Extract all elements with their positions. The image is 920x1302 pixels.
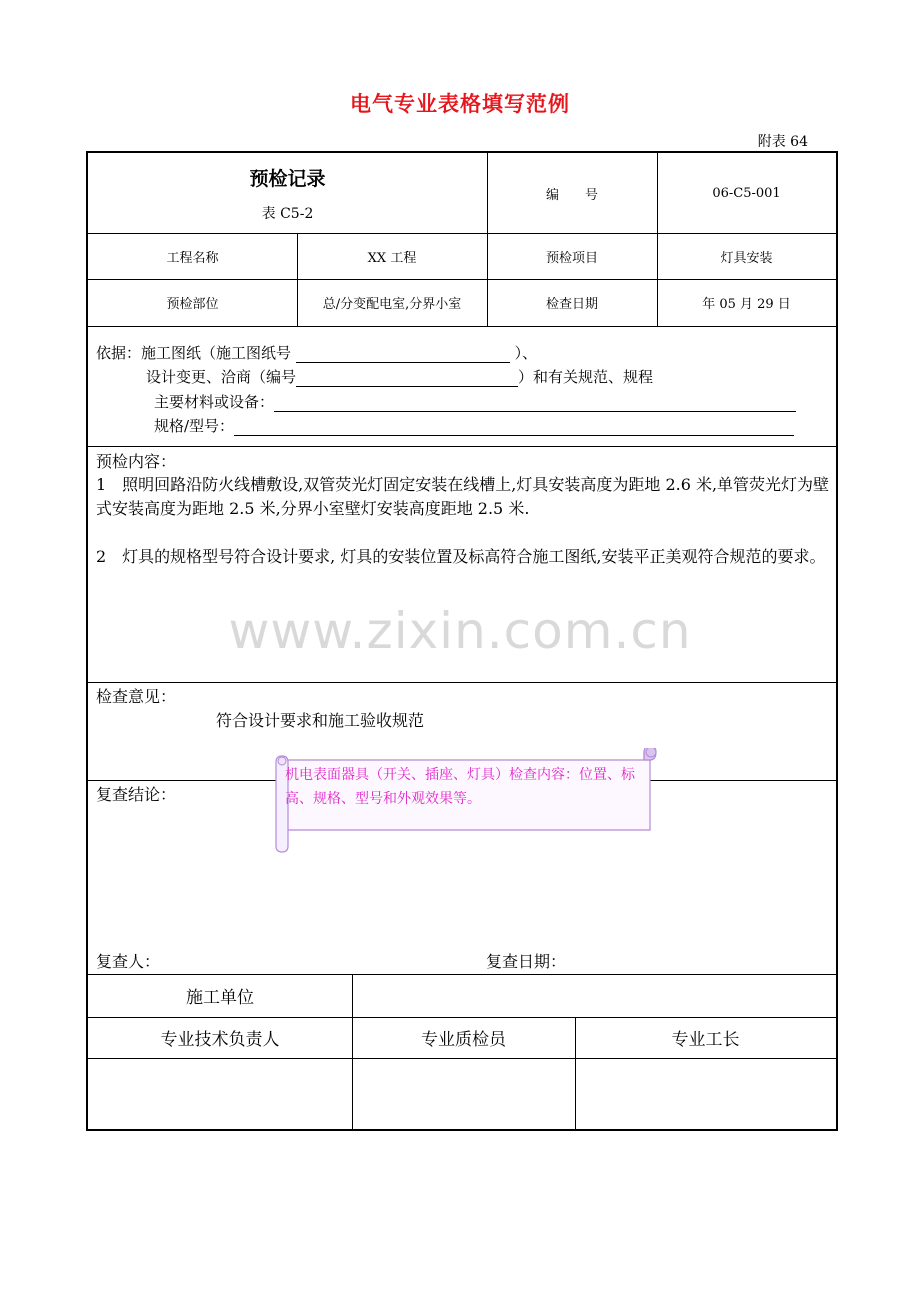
content-label: 预检内容： [96, 452, 177, 471]
inspection-date-label: 检查日期 [545, 297, 598, 312]
annotation-text: 机电表面器具（开关、插座、灯具）检查内容：位置、标高、规格、型号和外观效果等。 [285, 767, 635, 807]
number-label: 编 号 [545, 187, 598, 203]
materials-blank [274, 395, 796, 412]
foreman-label: 专业工长 [671, 1030, 740, 1050]
recheck-date-label: 复查日期： [486, 952, 567, 971]
basis-line-2 [146, 366, 653, 387]
project-name-label: 工程名称 [166, 250, 219, 266]
drawing-number-blank [296, 346, 510, 363]
quality-inspector-label: 专业质检员 [421, 1030, 506, 1050]
appendix-label: 附表 64 [757, 134, 808, 150]
basis-drawing-suffix: ）、 [514, 344, 538, 362]
inspection-location-label: 预检部位 [166, 297, 219, 312]
spec-label: 规格/型号： [154, 417, 235, 435]
construction-unit-label: 施工单位 [186, 988, 254, 1008]
technical-lead-label: 专业技术负责人 [160, 1030, 280, 1050]
basis-line-4 [154, 415, 794, 436]
form-table [86, 151, 838, 1131]
inspection-item-label: 预检项目 [545, 250, 598, 266]
inspection-opinion: 符合设计要求和施工验收规范 [216, 711, 425, 730]
inspection-item-value: 灯具安装 [720, 250, 773, 266]
number-value: 06-C5-001 [712, 185, 781, 201]
materials-label: 主要材料或设备： [154, 393, 275, 411]
basis-line-3 [154, 391, 796, 412]
basis-drawing-prefix: 依据：施工图纸（施工图纸号 [96, 344, 292, 362]
inspection-label: 检查意见： [96, 687, 177, 706]
form-name: 预检记录 [249, 167, 326, 190]
inspection-location-value: 总/分变配电室,分界小室 [322, 297, 462, 312]
page-title: 电气专业表格填写范例 [350, 91, 570, 116]
recheck-label: 复查结论： [96, 785, 177, 804]
spec-blank [234, 419, 794, 436]
basis-change-prefix: 设计变更、洽商（编号 [146, 368, 297, 386]
inspection-date-value: 年 05 月 29 日 [702, 297, 791, 312]
form-title-cell [88, 153, 487, 233]
watermark: www.zixin.com.cn [228, 602, 692, 660]
change-number-blank [296, 370, 518, 387]
content-item-2: 2 灯具的规格型号符合设计要求, 灯具的安装位置及标高符合施工图纸,安装平正美观符合规范的要求。 [96, 547, 826, 566]
basis-change-suffix: ）和有关规范、规程 [518, 368, 654, 386]
basis-line-1 [96, 342, 537, 363]
content-item-1: 1 照明回路沿防火线槽敷设,双管荧光灯固定安装在线槽上,灯具安装高度为距地 2.6 米,单管荧光灯为壁式安装高度为距地 2.5 米,分界小室壁灯安装高度距地 2.5 米. [96, 475, 830, 518]
project-name-value: XX 工程 [367, 250, 417, 266]
form-code: 表 C5-2 [261, 205, 314, 222]
recheck-person-label: 复查人： [96, 952, 161, 971]
